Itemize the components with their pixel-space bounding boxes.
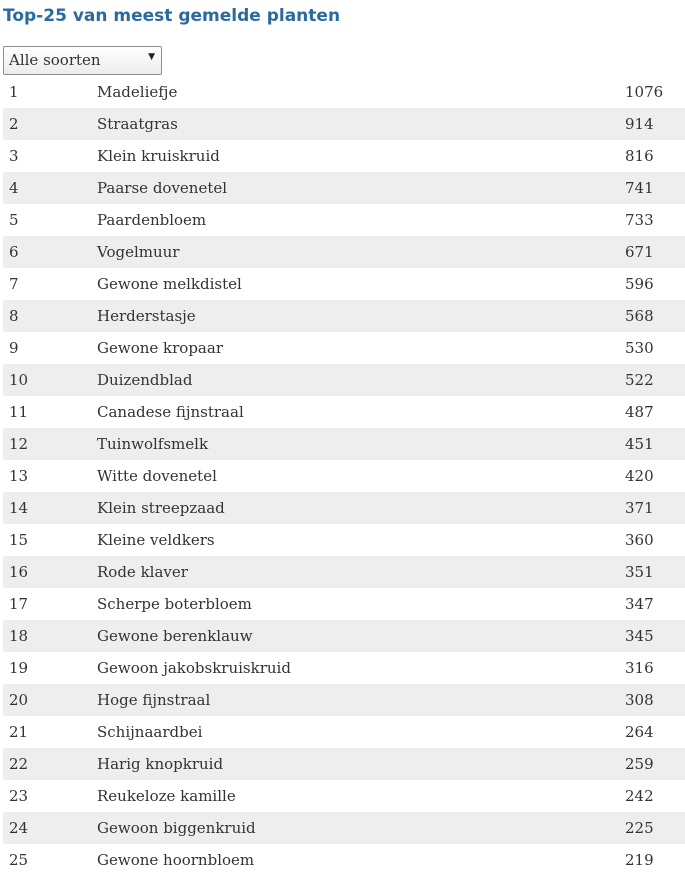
plant-name-cell: Gewone kropaar [97, 339, 223, 357]
ranking-row [3, 524, 685, 556]
report-count-cell: 219 [625, 851, 654, 869]
report-count-cell: 596 [625, 275, 654, 293]
ranking-row [3, 76, 685, 108]
plant-name-cell: Herderstasje [97, 307, 196, 325]
ranking-row [3, 108, 685, 140]
ranking-row [3, 428, 685, 460]
report-count-cell: 530 [625, 339, 654, 357]
rank-cell: 18 [9, 627, 29, 645]
ranking-row [3, 460, 685, 492]
plant-name-cell: Hoge fijnstraal [97, 691, 211, 709]
rank-cell: 19 [9, 659, 29, 677]
ranking-row [3, 332, 685, 364]
species-filter-dropdown[interactable] [3, 46, 162, 75]
report-count-cell: 671 [625, 243, 654, 261]
ranking-row [3, 780, 685, 812]
rank-cell: 16 [9, 563, 29, 581]
plant-name-cell: Gewoon jakobskruiskruid [97, 659, 291, 677]
ranking-row [3, 204, 685, 236]
rank-cell: 23 [9, 787, 29, 805]
rank-cell: 1 [9, 83, 19, 101]
rank-cell: 15 [9, 531, 29, 549]
ranking-row [3, 396, 685, 428]
rank-cell: 3 [9, 147, 19, 165]
plant-name-cell: Gewone berenklauw [97, 627, 253, 645]
rank-cell: 20 [9, 691, 29, 709]
rank-cell: 4 [9, 179, 19, 197]
rank-cell: 21 [9, 723, 29, 741]
plant-name-cell: Klein kruiskruid [97, 147, 220, 165]
species-filter-value: Alle soorten [9, 51, 101, 69]
rank-cell: 22 [9, 755, 29, 773]
report-count-cell: 741 [625, 179, 654, 197]
rank-cell: 14 [9, 499, 29, 517]
report-count-cell: 347 [625, 595, 654, 613]
plant-name-cell: Reukeloze kamille [97, 787, 236, 805]
report-count-cell: 225 [625, 819, 654, 837]
ranking-row [3, 716, 685, 748]
report-count-cell: 568 [625, 307, 654, 325]
report-count-cell: 451 [625, 435, 654, 453]
ranking-row [3, 812, 685, 844]
report-count-cell: 733 [625, 211, 654, 229]
ranking-row [3, 620, 685, 652]
report-count-cell: 345 [625, 627, 654, 645]
ranking-row [3, 172, 685, 204]
ranking-row [3, 236, 685, 268]
rank-cell: 11 [9, 403, 29, 421]
plant-name-cell: Gewoon biggenkruid [97, 819, 256, 837]
rank-cell: 8 [9, 307, 19, 325]
plant-name-cell: Duizendblad [97, 371, 193, 389]
rank-cell: 2 [9, 115, 19, 133]
rank-cell: 6 [9, 243, 19, 261]
rank-cell: 9 [9, 339, 19, 357]
plant-name-cell: Gewone melkdistel [97, 275, 242, 293]
ranking-row [3, 684, 685, 716]
report-count-cell: 242 [625, 787, 654, 805]
ranking-row [3, 300, 685, 332]
report-count-cell: 351 [625, 563, 654, 581]
ranking-row [3, 492, 685, 524]
report-count-cell: 420 [625, 467, 654, 485]
rank-cell: 25 [9, 851, 29, 869]
ranking-row [3, 844, 685, 876]
plant-name-cell: Klein streepzaad [97, 499, 225, 517]
rank-cell: 24 [9, 819, 29, 837]
report-count-cell: 816 [625, 147, 654, 165]
rank-cell: 7 [9, 275, 19, 293]
report-count-cell: 360 [625, 531, 654, 549]
plant-name-cell: Canadese fijnstraal [97, 403, 244, 421]
report-count-cell: 371 [625, 499, 654, 517]
ranking-row [3, 364, 685, 396]
ranking-row [3, 652, 685, 684]
rank-cell: 17 [9, 595, 29, 613]
rank-cell: 5 [9, 211, 19, 229]
plant-name-cell: Harig knopkruid [97, 755, 224, 773]
plant-name-cell: Scherpe boterbloem [97, 595, 252, 613]
plant-name-cell: Paarse dovenetel [97, 179, 228, 197]
plant-name-cell: Vogelmuur [97, 243, 180, 261]
report-count-cell: 316 [625, 659, 654, 677]
ranking-row [3, 268, 685, 300]
plant-name-cell: Gewone hoornbloem [97, 851, 255, 869]
rank-cell: 13 [9, 467, 29, 485]
plant-name-cell: Rode klaver [97, 563, 188, 581]
ranking-row [3, 588, 685, 620]
ranking-table [3, 76, 685, 876]
ranking-row [3, 748, 685, 780]
ranking-row [3, 140, 685, 172]
report-count-cell: 1076 [625, 83, 664, 101]
rank-cell: 12 [9, 435, 29, 453]
plant-name-cell: Madeliefje [97, 83, 178, 101]
report-count-cell: 487 [625, 403, 654, 421]
report-count-cell: 522 [625, 371, 654, 389]
plant-name-cell: Straatgras [97, 115, 178, 133]
report-count-cell: 264 [625, 723, 654, 741]
ranking-row [3, 556, 685, 588]
plant-name-cell: Kleine veldkers [97, 531, 215, 549]
report-count-cell: 259 [625, 755, 654, 773]
plant-name-cell: Tuinwolfsmelk [97, 435, 209, 453]
report-count-cell: 914 [625, 115, 654, 133]
page-title: Top-25 van meest gemelde planten [3, 6, 341, 26]
rank-cell: 10 [9, 371, 29, 389]
report-count-cell: 308 [625, 691, 654, 709]
plant-name-cell: Witte dovenetel [97, 467, 217, 485]
dropdown-arrow-icon: ▼ [148, 52, 155, 62]
plant-name-cell: Paardenbloem [97, 211, 207, 229]
plant-name-cell: Schijnaardbei [97, 723, 203, 741]
ranking-table-body [3, 76, 685, 876]
